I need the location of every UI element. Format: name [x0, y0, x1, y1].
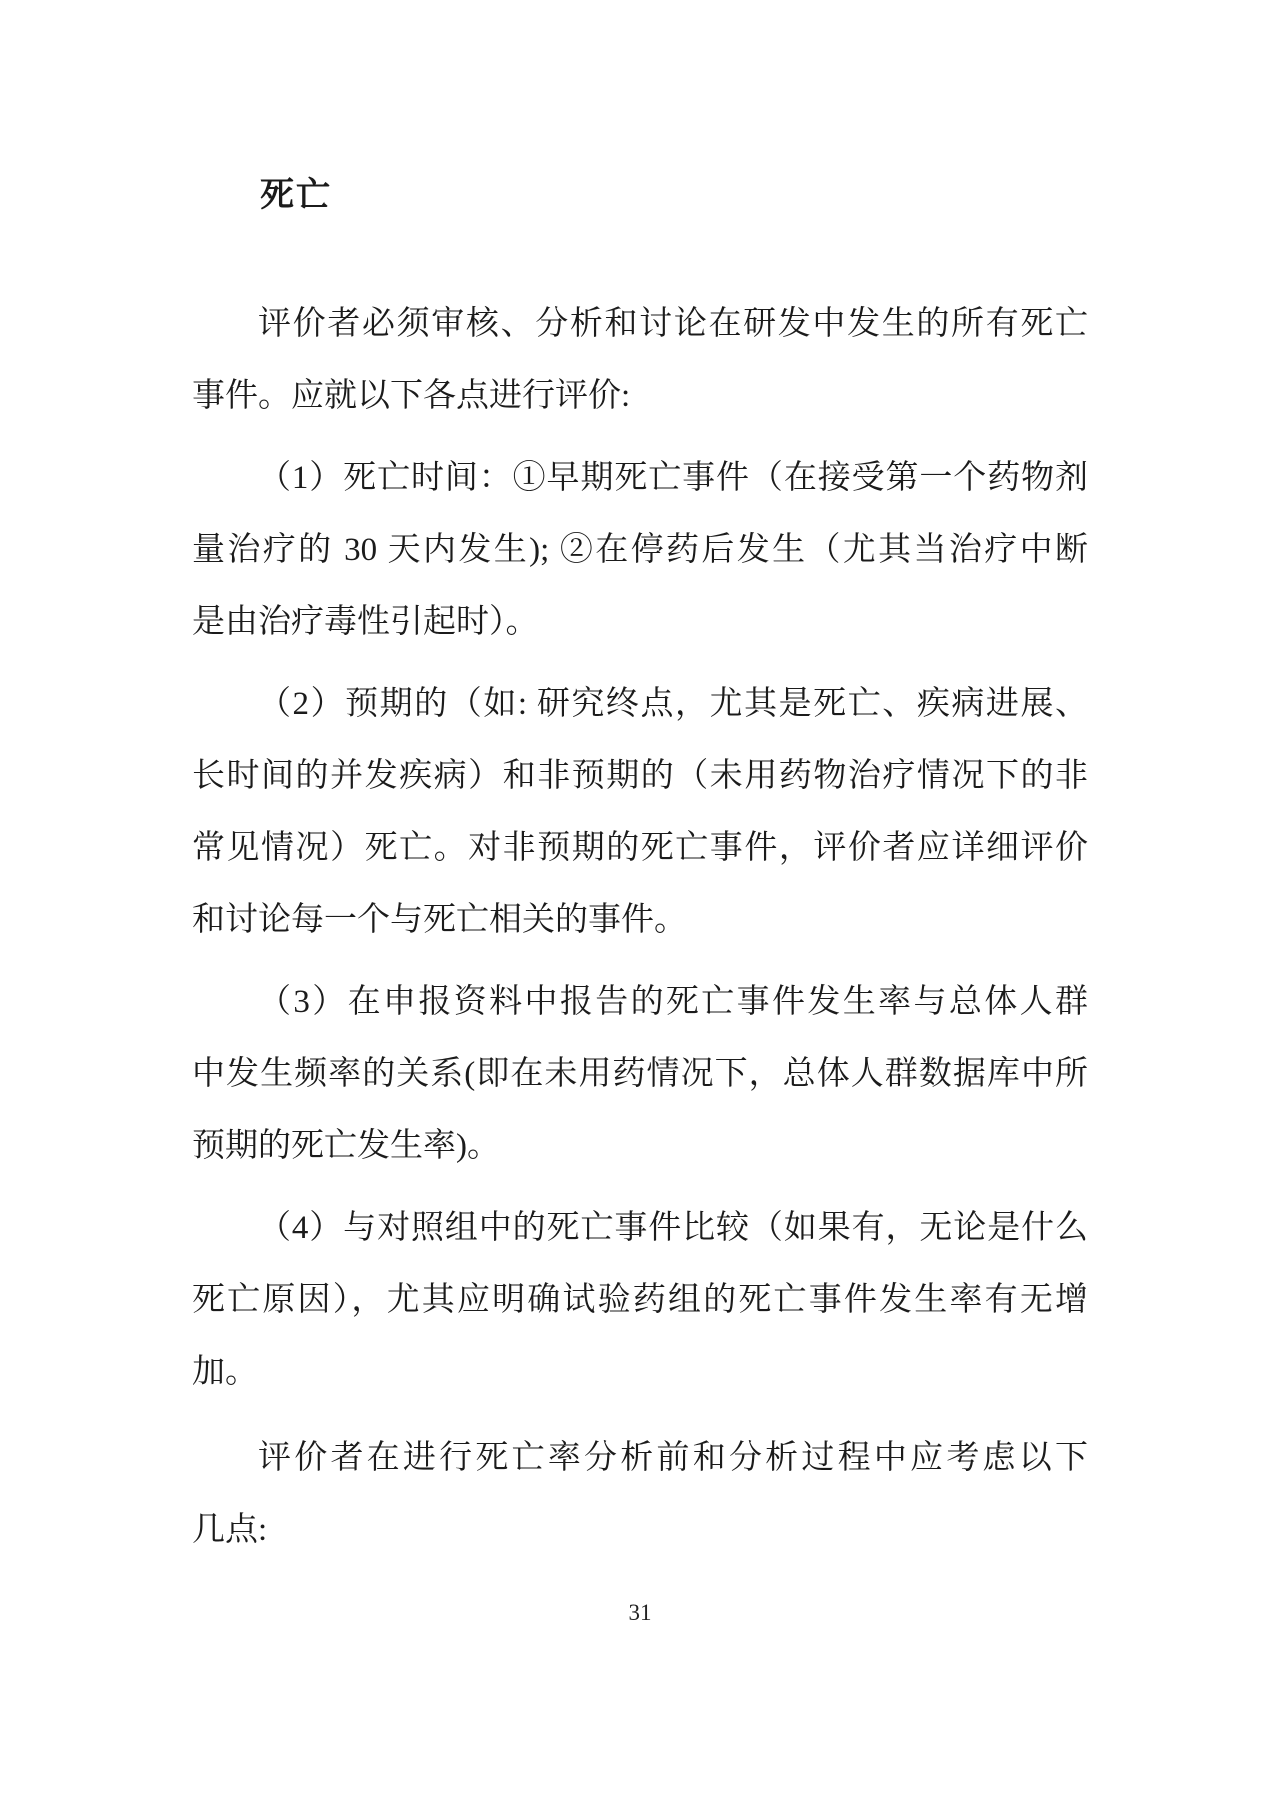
paragraph: [192, 966, 1088, 1182]
paragraph-line: 几点:: [192, 1512, 268, 1548]
paragraph-line: 中发生频率的关系(即在未用药情况下，总体人群数据库中所: [192, 1056, 1088, 1092]
paragraph-line: 和讨论每一个与死亡相关的事件。: [192, 902, 687, 938]
paragraph: [192, 288, 1088, 432]
paragraph-line: （1）死亡时间：①早期死亡事件（在接受第一个药物剂: [258, 460, 1088, 496]
paragraph-line: 量治疗的 30 天内发生); ②在停药后发生（尤其当治疗中断: [192, 532, 1088, 568]
paragraph: [192, 668, 1088, 956]
paragraph-line: 死亡原因），尤其应明确试验药组的死亡事件发生率有无增: [192, 1282, 1088, 1318]
document-body: [192, 160, 1088, 1576]
paragraph: [192, 1422, 1088, 1566]
paragraph-line: 加。: [192, 1354, 258, 1390]
paragraph-line: 评价者在进行死亡率分析前和分析过程中应考虑以下: [258, 1440, 1088, 1476]
paragraph-line: （4）与对照组中的死亡事件比较（如果有，无论是什么: [258, 1210, 1088, 1246]
paragraph-line: 长时间的并发疾病）和非预期的（未用药物治疗情况下的非: [192, 758, 1088, 794]
section-heading: 死亡: [260, 177, 332, 214]
paragraph: [192, 442, 1088, 658]
paragraph-line: 常见情况）死亡。对非预期的死亡事件，评价者应详细评价: [192, 830, 1088, 866]
paragraph-line: （3）在申报资料中报告的死亡事件发生率与总体人群: [258, 984, 1088, 1020]
paragraph-line: 事件。应就以下各点进行评价:: [192, 378, 631, 414]
page-number: 31: [628, 1600, 652, 1625]
paragraph-line: 预期的死亡发生率)。: [192, 1128, 500, 1164]
paragraph-line: （2）预期的（如: 研究终点，尤其是死亡、疾病进展、: [258, 686, 1088, 722]
paragraph-line: 是由治疗毒性引起时）。: [192, 604, 539, 640]
paragraph-line: 评价者必须审核、分析和讨论在研发中发生的所有死亡: [258, 306, 1088, 342]
paragraph: [192, 1192, 1088, 1408]
